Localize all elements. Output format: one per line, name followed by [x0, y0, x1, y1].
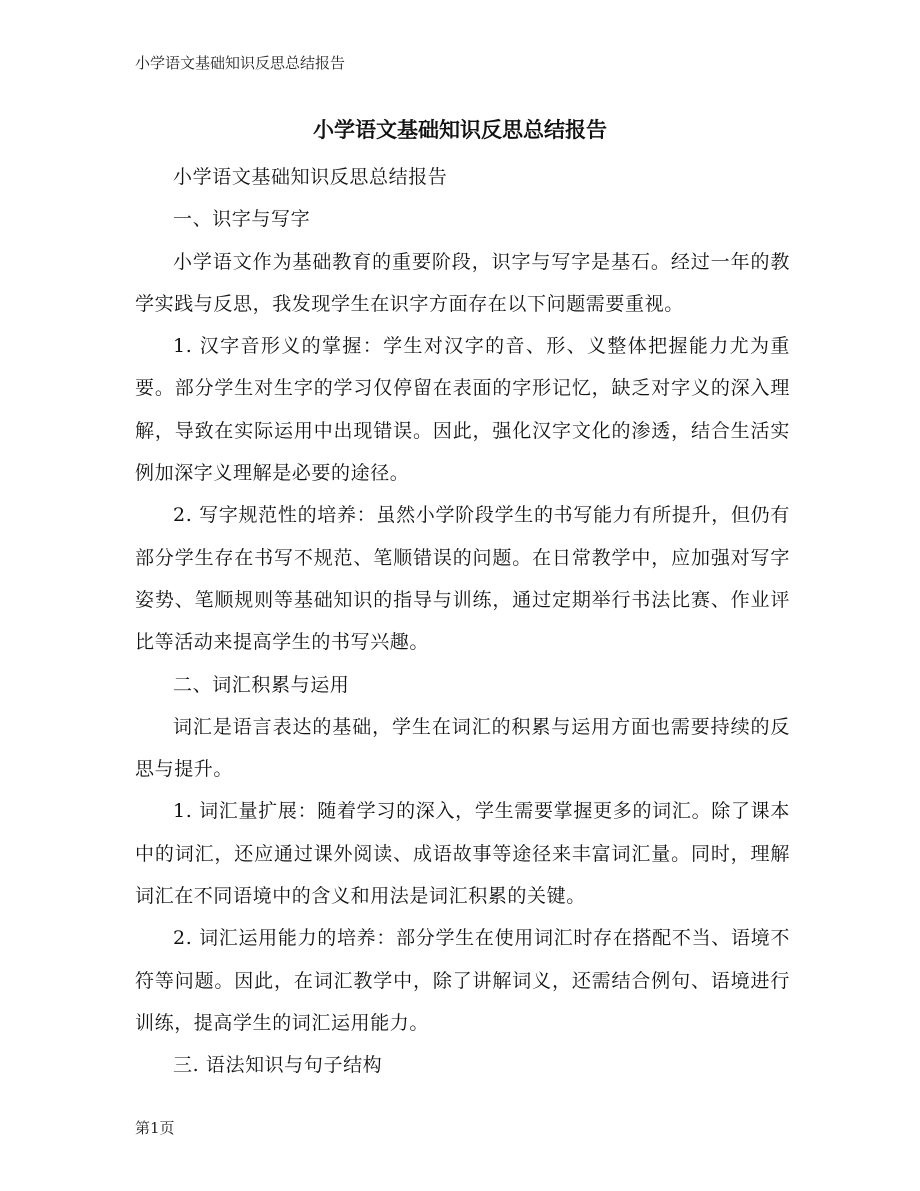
- list-item: 1. 词汇量扩展：随着学习的深入，学生需要掌握更多的词汇。除了课本中的词汇，还应通过课外阅读、成语故事等途径来丰富词汇量。同时，理解词汇在不同语境中的含义和用法是词汇积累的关键。: [135, 800, 790, 908]
- page-number: 第1页: [135, 1119, 175, 1137]
- list-item: 2. 词汇运用能力的培养：部分学生在使用词汇时存在搭配不当、语境不符等问题。因此，在词汇教学中，除了讲解词义，还需结合例句、语境进行训练，提高学生的词汇运用能力。: [135, 927, 790, 1034]
- running-header: 小学语文基础知识反思总结报告: [135, 54, 346, 72]
- document-title: 小学语文基础知识反思总结报告: [313, 118, 607, 142]
- paragraph: 小学语文作为基础教育的重要阶段，识字与写字是基石。经过一年的教学实践与反思，我发现学生在识字方面存在以下问题需要重视。: [135, 250, 790, 315]
- list-item: 1. 汉字音形义的掌握：学生对汉字的音、形、义整体把握能力尤为重要。部分学生对生字的学习仅停留在表面的字形记忆，缺乏对字义的深入理解，导致在实际运用中出现错误。因此，强化汉字文化的渗透，结合生活实例加深字义理解是必要的途径。: [135, 335, 790, 485]
- section-heading-1: 一、识字与写字: [173, 208, 311, 231]
- list-item: 2. 写字规范性的培养：虽然小学阶段学生的书写能力有所提升，但仍有部分学生存在书写不规范、笔顺错误的问题。在日常教学中，应加强对写字姿势、笔顺规则等基础知识的指导与训练，通过定期举行书法比赛、作业评比等活动来提高学生的书写兴趣。: [135, 504, 790, 654]
- document-body: [135, 156, 790, 1087]
- section-heading-2: 二、词汇积累与运用: [173, 673, 350, 696]
- paragraph: 词汇是语言表达的基础，学生在词汇的积累与运用方面也需要持续的反思与提升。: [135, 715, 790, 781]
- section-heading-3: 三. 语法知识与句子结构: [173, 1054, 383, 1077]
- subtitle-paragraph: 小学语文基础知识反思总结报告: [173, 166, 448, 188]
